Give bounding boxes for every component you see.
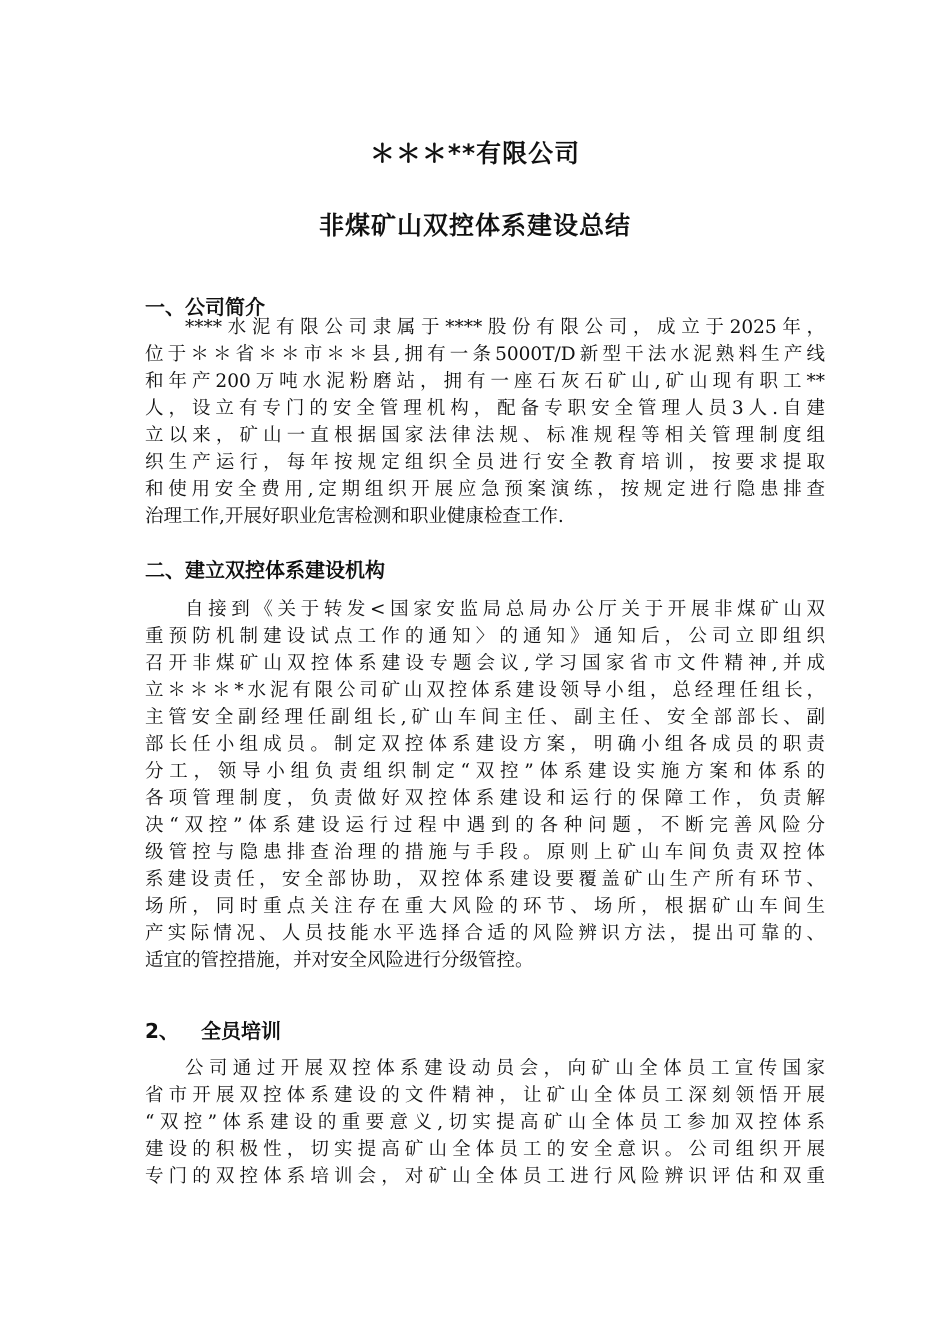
paragraph-line: “双控”体系建设的重要意义,切实提高矿山全体员工参加双控体系 [145,1112,825,1133]
paragraph-line: 分工，领导小组负责组织制定“双控”体系建设实施方案和体系的 [145,761,825,782]
paragraph-line: 专门的双控体系培训会，对矿山全体员工进行风险辨识评估和双重 [145,1166,825,1187]
paragraph-line: 立以来，矿山一直根据国家法律法规、标准规程等相关管理制度组 [145,425,825,446]
paragraph-line: 重预防机制建设试点工作的通知〉的通知》通知后，公司立即组织 [145,626,825,647]
paragraph-line: 省市开展双控体系建设的文件精神，让矿山全体员工深刻领悟开展 [145,1085,825,1106]
paragraph-line: 人，设立有专门的安全管理机构，配备专职安全管理人员3人.自建 [145,398,825,419]
section-paragraph-company-intro [145,314,825,530]
paragraph-line: 级管控与隐患排查治理的措施与手段。原则上矿山车间负责双控体 [145,842,825,863]
paragraph-line: 适宜的管控措施，并对安全风险进行分级管控。 [145,950,534,971]
section-paragraph-training [145,1055,825,1190]
paragraph-line: 公司通过开展双控体系建设动员会，向矿山全体员工宣传国家 [185,1058,825,1079]
paragraph-line: 场所，同时重点关注存在重大风险的环节、场所，根据矿山车间生 [145,896,825,917]
paragraph-line: 织生产运行，每年按规定组织全员进行安全教育培训，按要求提取 [145,452,825,473]
paragraph-line: 系建设责任，安全部协助，双控体系建设要覆盖矿山生产所有环节、 [145,869,825,890]
section-paragraph-organization [145,596,825,974]
paragraph-line: 决“双控”体系建设运行过程中遇到的各种问题，不断完善风险分 [145,815,825,836]
paragraph-line: 自接到《关于转发<国家安监局总局办公厅关于开展非煤矿山双 [185,599,825,620]
section-number: 2、 [145,1019,179,1043]
document-title: 非煤矿山双控体系建设总结 [318,211,631,240]
paragraph-line: ****水泥有限公司隶属于****股份有限公司，成立于2025年， [185,317,825,338]
paragraph-line: 和使用安全费用,定期组织开展应急预案演练，按规定进行隐患排查 [145,479,825,500]
paragraph-line: 建设的积极性，切实提高矿山全体员工的安全意识。公司组织开展 [145,1139,825,1160]
section-heading-company-intro: 一、公司简介 [145,295,265,319]
section-heading-text: 全员培训 [201,1019,281,1043]
paragraph-line: 各项管理制度，负责做好双控体系建设和运行的保障工作，负责解 [145,788,825,809]
paragraph-line: 立＊＊＊*水泥有限公司矿山双控体系建设领导小组，总经理任组长， [145,680,825,701]
paragraph-line: 召开非煤矿山双控体系建设专题会议,学习国家省市文件精神,并成 [145,653,825,674]
paragraph-line: 和年产200万吨水泥粉磨站，拥有一座石灰石矿山,矿山现有职工** [145,371,825,392]
paragraph-line: 主管安全副经理任副组长,矿山车间主任、副主任、安全部部长、副 [145,707,825,728]
section-heading-organization: 二、建立双控体系建设机构 [145,558,385,582]
paragraph-line: 部长任小组成员。制定双控体系建设方案，明确小组各成员的职责 [145,734,825,755]
company-title: ＊＊＊**有限公司 [369,139,581,168]
paragraph-line: 治理工作,开展好职业危害检测和职业健康检查工作. [145,506,564,527]
paragraph-line: 位于＊＊省＊＊市＊＊县,拥有一条5000T/D新型干法水泥熟料生产线 [145,344,825,365]
section-heading-training [145,1015,281,1044]
paragraph-line: 产实际情况、人员技能水平选择合适的风险辨识方法，提出可靠的、 [145,923,825,944]
